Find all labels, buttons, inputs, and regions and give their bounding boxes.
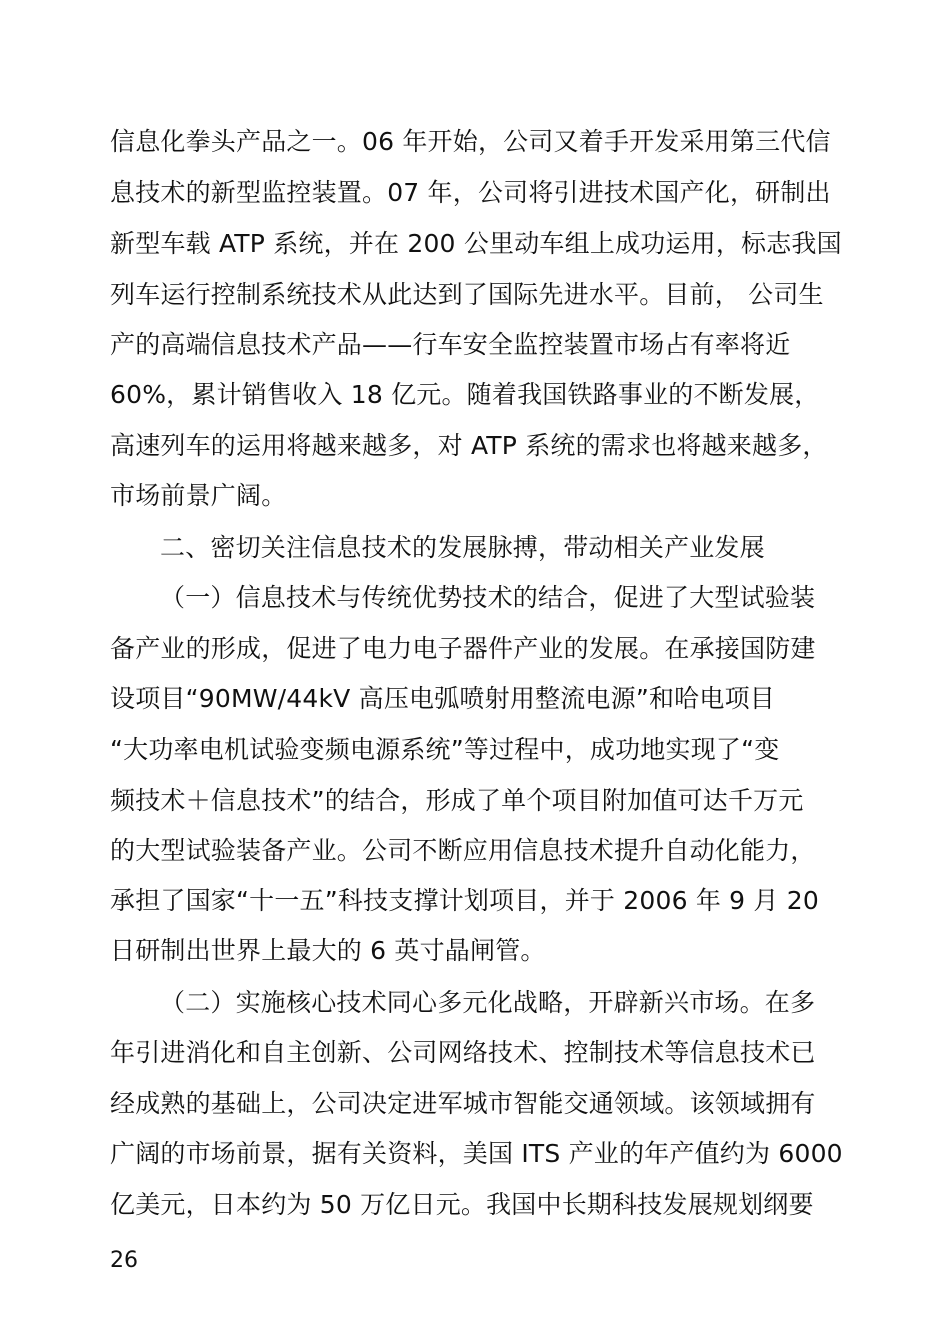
body-text-line: 亿美元，日本约为 50 万亿日元。我国中长期科技发展规划纲要: [110, 1190, 814, 1219]
body-text-line: 信息化拳头产品之一。06 年开始，公司又着手开发采用第三代信: [110, 127, 831, 156]
body-text-line: 市场前景广阔。: [110, 481, 287, 510]
body-text-line: 经成熟的基础上，公司决定进军城市智能交通领域。该领域拥有: [110, 1089, 816, 1118]
body-text-line: 的大型试验装备产业。公司不断应用信息技术提升自动化能力，: [110, 836, 816, 865]
body-text-line: 产的高端信息技术产品——行车安全监控装置市场占有率将近: [110, 330, 791, 359]
section-heading: 二、密切关注信息技术的发展脉搏，带动相关产业发展: [160, 533, 765, 562]
body-text-line: 年引进消化和自主创新、公司网络技术、控制技术等信息技术已: [110, 1038, 816, 1067]
body-text-line: 频技术＋信息技术”的结合，形成了单个项目附加值可达千万元: [110, 786, 804, 815]
body-text-line: 列车运行控制系统技术从此达到了国际先进水平。目前， 公司生: [110, 280, 824, 309]
body-text-line: 新型车载 ATP 系统，并在 200 公里动车组上成功运用，标志我国: [110, 229, 842, 258]
body-text-line: （二）实施核心技术同心多元化战略，开辟新兴市场。在多: [160, 988, 816, 1017]
body-text-line: （一）信息技术与传统优势技术的结合，促进了大型试验装: [160, 583, 816, 612]
body-text-line: “大功率电机试验变频电源系统”等过程中，成功地实现了“变: [110, 735, 780, 764]
page-number: 26: [110, 1248, 138, 1273]
body-text-line: 设项目“90MW/44kV 高压电弧喷射用整流电源”和哈电项目: [110, 684, 775, 713]
body-text-line: 息技术的新型监控装置。07 年，公司将引进技术国产化，研制出: [110, 178, 831, 207]
body-text-line: 60%，累计销售收入 18 亿元。随着我国铁路事业的不断发展，: [110, 380, 820, 409]
body-text-line: 承担了国家“十一五”科技支撑计划项目，并于 2006 年 9 月 20: [110, 886, 819, 915]
body-text-line: 广阔的市场前景，据有关资料，美国 ITS 产业的年产值约为 6000: [110, 1139, 843, 1168]
body-text-line: 高速列车的运用将越来越多，对 ATP 系统的需求也将越来越多，: [110, 431, 828, 460]
body-text-line: 备产业的形成，促进了电力电子器件产业的发展。在承接国防建: [110, 634, 816, 663]
body-text-line: 日研制出世界上最大的 6 英寸晶闸管。: [110, 936, 546, 965]
